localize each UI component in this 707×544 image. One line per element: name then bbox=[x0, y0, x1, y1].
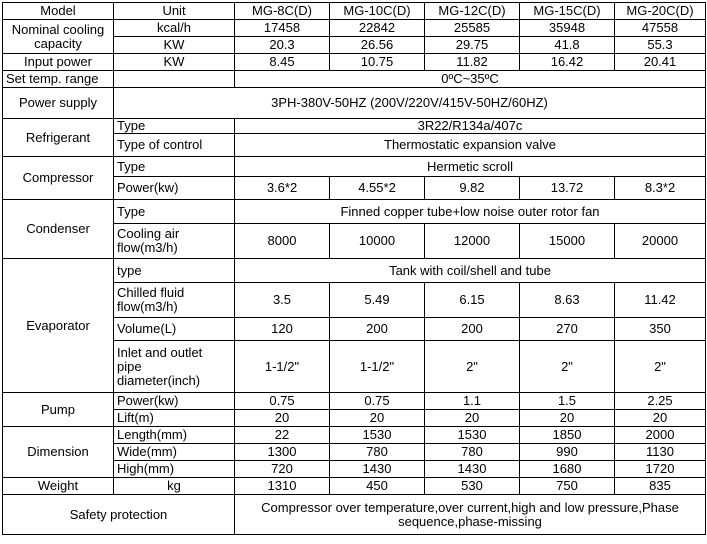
pump-label: Pump bbox=[3, 393, 114, 427]
evaporator-chilled-label bbox=[114, 283, 235, 318]
cell-value: 1430 bbox=[330, 461, 425, 478]
condenser-label: Condenser bbox=[3, 200, 114, 259]
refrigerant-label: Refrigerant bbox=[3, 119, 114, 157]
cell-value: 10000 bbox=[330, 224, 425, 259]
cell-value: 0.75 bbox=[330, 393, 425, 410]
header-model-name: MG-15C(D) bbox=[520, 3, 615, 20]
cooling-unit-kcal: kcal/h bbox=[114, 20, 235, 37]
cell-value: 20 bbox=[520, 410, 615, 427]
cell-value: 1530 bbox=[330, 427, 425, 444]
safety-row bbox=[3, 495, 706, 535]
compressor-type-value: Hermetic scroll bbox=[235, 157, 706, 177]
refrigerant-type-label: Type bbox=[114, 119, 235, 134]
input-power-unit: KW bbox=[114, 54, 235, 71]
dimension-length-row bbox=[3, 427, 706, 444]
condenser-flow-label-line-2: flow(m3/h) bbox=[117, 240, 178, 255]
safety-label: Safety protection bbox=[3, 495, 235, 535]
compressor-type-label: Type bbox=[114, 157, 235, 177]
header-model-name: MG-12C(D) bbox=[425, 3, 520, 20]
condenser-type-row bbox=[3, 200, 706, 224]
cell-value: 20 bbox=[330, 410, 425, 427]
cell-value: 26.56 bbox=[330, 37, 425, 54]
evaporator-chilled-label-line-1: Chilled fluid bbox=[117, 285, 185, 300]
cell-value: 5.49 bbox=[330, 283, 425, 318]
power-supply-label: Power supply bbox=[3, 88, 114, 119]
cooling-unit-kw: KW bbox=[114, 37, 235, 54]
cell-value: 1530 bbox=[425, 427, 520, 444]
set-temp-row bbox=[3, 71, 706, 88]
cell-value: 20 bbox=[235, 410, 330, 427]
cell-value: 47558 bbox=[615, 20, 706, 37]
refrigerant-control-label: Type of control bbox=[114, 134, 235, 157]
cell-value: 41.8 bbox=[520, 37, 615, 54]
power-supply-row bbox=[3, 88, 706, 119]
cell-value: 16.42 bbox=[520, 54, 615, 71]
compressor-type-row bbox=[3, 157, 706, 177]
evaporator-pipe-label bbox=[114, 341, 235, 393]
refrigerant-type-value: 3R22/R134a/407c bbox=[235, 119, 706, 134]
refrigerant-type-row bbox=[3, 119, 706, 134]
cell-value: 20.3 bbox=[235, 37, 330, 54]
dimension-wide-label: Wide(mm) bbox=[114, 444, 235, 461]
pump-power-row bbox=[3, 393, 706, 410]
cell-value: 22 bbox=[235, 427, 330, 444]
evaporator-pipe-label-line-2: pipe bbox=[117, 358, 142, 374]
cell-value: 530 bbox=[425, 478, 520, 495]
condenser-flow-label-line-1: Cooling air bbox=[117, 226, 180, 241]
evaporator-pipe-label-line-3: diameter(inch) bbox=[117, 372, 201, 388]
cell-value: 0.75 bbox=[235, 393, 330, 410]
power-supply-value: 3PH-380V-50HZ (200V/220V/415V-50HZ/60HZ) bbox=[114, 88, 706, 119]
cell-value: 200 bbox=[330, 318, 425, 341]
cell-value: 350 bbox=[615, 318, 706, 341]
cell-value: 17458 bbox=[235, 20, 330, 37]
spec-table bbox=[2, 2, 706, 535]
safety-value bbox=[235, 495, 706, 535]
evaporator-label: Evaporator bbox=[3, 259, 114, 393]
header-row bbox=[3, 3, 706, 20]
cell-value: 11.82 bbox=[425, 54, 520, 71]
safety-value-line-1: Compressor over temperature,over current,high and low pressure,Phase bbox=[261, 499, 679, 515]
cell-value: 20 bbox=[615, 410, 706, 427]
cell-value: 20000 bbox=[615, 224, 706, 259]
evaporator-type-label: type bbox=[114, 259, 235, 283]
cell-value: 720 bbox=[235, 461, 330, 478]
cell-value: 55.3 bbox=[615, 37, 706, 54]
cell-value: 22842 bbox=[330, 20, 425, 37]
cell-value: 29.75 bbox=[425, 37, 520, 54]
cell-value: 8.3*2 bbox=[615, 177, 706, 200]
cell-value: 1720 bbox=[615, 461, 706, 478]
cooling-label-line-1: Nominal cooling bbox=[11, 21, 105, 37]
pump-lift-label: Lift(m) bbox=[114, 410, 235, 427]
header-model-name: MG-8C(D) bbox=[235, 3, 330, 20]
cell-value: 11.42 bbox=[615, 283, 706, 318]
input-power-label: Input power bbox=[3, 54, 114, 71]
cell-value: 3.6*2 bbox=[235, 177, 330, 200]
cell-value: 1.5 bbox=[520, 393, 615, 410]
condenser-flow-label bbox=[114, 224, 235, 259]
pump-power-label: Power(kw) bbox=[114, 393, 235, 410]
cell-value: 2000 bbox=[615, 427, 706, 444]
cell-value: 2" bbox=[520, 341, 615, 393]
cell-value: 120 bbox=[235, 318, 330, 341]
safety-value-line-2: sequence,phase-missing bbox=[398, 513, 542, 529]
set-temp-label: Set temp. range bbox=[3, 71, 114, 88]
dimension-length-label: Length(mm) bbox=[114, 427, 235, 444]
cell-value: 10.75 bbox=[330, 54, 425, 71]
compressor-power-label: Power(kw) bbox=[114, 177, 235, 200]
header-model-name: MG-20C(D) bbox=[615, 3, 706, 20]
evaporator-volume-label: Volume(L) bbox=[114, 318, 235, 341]
cell-value: 12000 bbox=[425, 224, 520, 259]
condenser-type-label: Type bbox=[114, 200, 235, 224]
cell-value: 780 bbox=[330, 444, 425, 461]
cell-value: 1310 bbox=[235, 478, 330, 495]
evaporator-type-row bbox=[3, 259, 706, 283]
header-model-name: MG-10C(D) bbox=[330, 3, 425, 20]
weight-label: Weight bbox=[3, 478, 114, 495]
cell-value: 2" bbox=[425, 341, 520, 393]
weight-unit: kg bbox=[114, 478, 235, 495]
cell-value: 1.1 bbox=[425, 393, 520, 410]
cell-value: 20.41 bbox=[615, 54, 706, 71]
cell-value: 3.5 bbox=[235, 283, 330, 318]
cell-value: 8.63 bbox=[520, 283, 615, 318]
header-unit: Unit bbox=[114, 3, 235, 20]
cell-value: 2.25 bbox=[615, 393, 706, 410]
cell-value: 1300 bbox=[235, 444, 330, 461]
input-power-row bbox=[3, 54, 706, 71]
weight-row bbox=[3, 478, 706, 495]
cooling-label-line-2: capacity bbox=[34, 35, 82, 51]
dimension-label: Dimension bbox=[3, 427, 114, 478]
cell-value: 450 bbox=[330, 478, 425, 495]
cell-value: 9.82 bbox=[425, 177, 520, 200]
refrigerant-control-value: Thermostatic expansion valve bbox=[235, 134, 706, 157]
evaporator-chilled-label-line-2: flow(m3/h) bbox=[117, 299, 178, 314]
cell-value: 990 bbox=[520, 444, 615, 461]
cell-value: 4.55*2 bbox=[330, 177, 425, 200]
cell-value: 1680 bbox=[520, 461, 615, 478]
evaporator-pipe-label-line-1: Inlet and outlet bbox=[117, 344, 203, 360]
condenser-type-value: Finned copper tube+low noise outer rotor fan bbox=[235, 200, 706, 224]
cell-value: 13.72 bbox=[520, 177, 615, 200]
cell-value: 1430 bbox=[425, 461, 520, 478]
cell-value: 1850 bbox=[520, 427, 615, 444]
compressor-label: Compressor bbox=[3, 157, 114, 200]
cell-value: 1-1/2" bbox=[330, 341, 425, 393]
cell-value: 8.45 bbox=[235, 54, 330, 71]
header-model: Model bbox=[3, 3, 114, 20]
cell-value: 8000 bbox=[235, 224, 330, 259]
cell-value: 200 bbox=[425, 318, 520, 341]
cell-value: 835 bbox=[615, 478, 706, 495]
cell-value: 35948 bbox=[520, 20, 615, 37]
cell-value: 15000 bbox=[520, 224, 615, 259]
cell-value: 25585 bbox=[425, 20, 520, 37]
dimension-high-label: High(mm) bbox=[114, 461, 235, 478]
cell-value: 6.15 bbox=[425, 283, 520, 318]
cooling-kcal-row bbox=[3, 20, 706, 37]
cell-value: 270 bbox=[520, 318, 615, 341]
cell-value: 750 bbox=[520, 478, 615, 495]
cell-value: 780 bbox=[425, 444, 520, 461]
cooling-label bbox=[3, 20, 114, 54]
cell-value: 1-1/2" bbox=[235, 341, 330, 393]
cell-value: 2" bbox=[615, 341, 706, 393]
cell-value: 20 bbox=[425, 410, 520, 427]
evaporator-type-value: Tank with coil/shell and tube bbox=[235, 259, 706, 283]
set-temp-value: 0ºC~35ºC bbox=[235, 71, 706, 88]
cell-value: 1130 bbox=[615, 444, 706, 461]
